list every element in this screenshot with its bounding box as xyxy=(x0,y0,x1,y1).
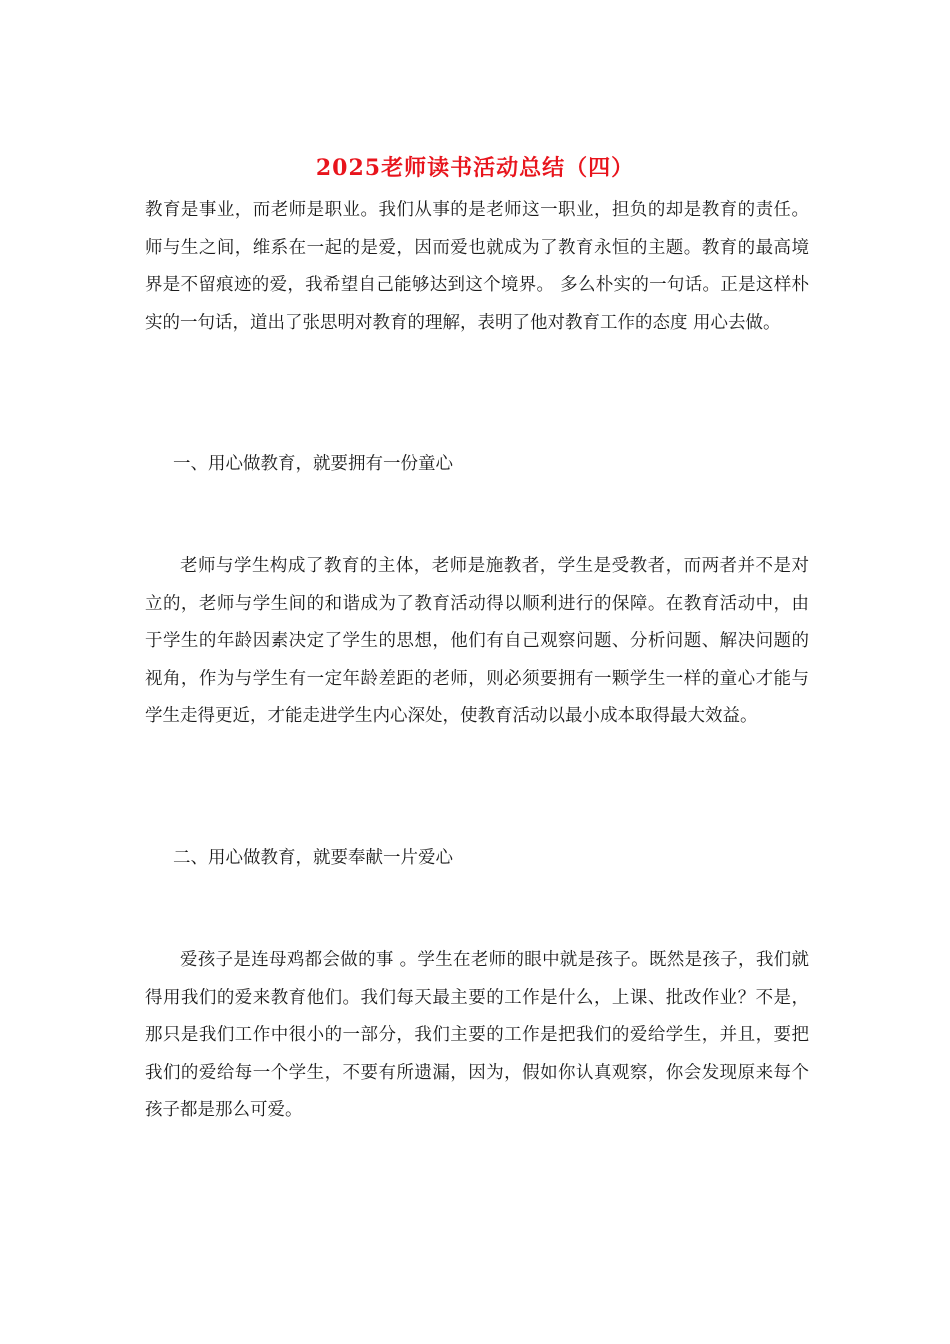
section1-heading: 一、用心做教育，就要拥有一份童心 xyxy=(173,454,453,474)
section1-paragraph: 老师与学生构成了教育的主体，老师是施教者，学生是受教者，而两者并不是对立的，老师与学生间的和谐成为了教育活动得以顺利进行的保障。在教育活动中，由于学生的年龄因素决定了学生的思想，他们有自己观察问题、分析问题、解决问题的视角，作为与学生有一定年龄差距的老师，则必须要拥有一颗学生一样的童心才能与学生走得更近，才能走进学生内心深处，使教育活动以最小成本取得最大效益。 xyxy=(145,556,809,726)
section2-paragraph: 爱孩子是连母鸡都会做的事 。学生在老师的眼中就是孩子。既然是孩子，我们就得用我们的爱来教育他们。我们每天最主要的工作是什么，上课、批改作业？不是，那只是我们工作中很小的一部分，我们主要的工作是把我们的爱给学生，并且，要把我们的爱给每一个学生，不要有所遗漏，因为，假如你认真观察，你会发现原来每个孩子都是那么可爱。 xyxy=(145,950,809,1120)
section2-heading: 二、用心做教育，就要奉献一片爱心 xyxy=(173,848,453,868)
intro-paragraph: 教育是事业，而老师是职业。我们从事的是老师这一职业，担负的却是教育的责任。师与生之间，维系在一起的是爱，因而爱也就成为了教育永恒的主题。教育的最高境界是不留痕迹的爱，我希望自己能够达到这个境界。 多么朴实的一句话。正是这样朴实的一句话，道出了张思明对教育的理解，表明了他对教育工作的态度 用心去做。 xyxy=(145,200,809,333)
document-title: 2025老师读书活动总结（四） xyxy=(315,155,635,181)
